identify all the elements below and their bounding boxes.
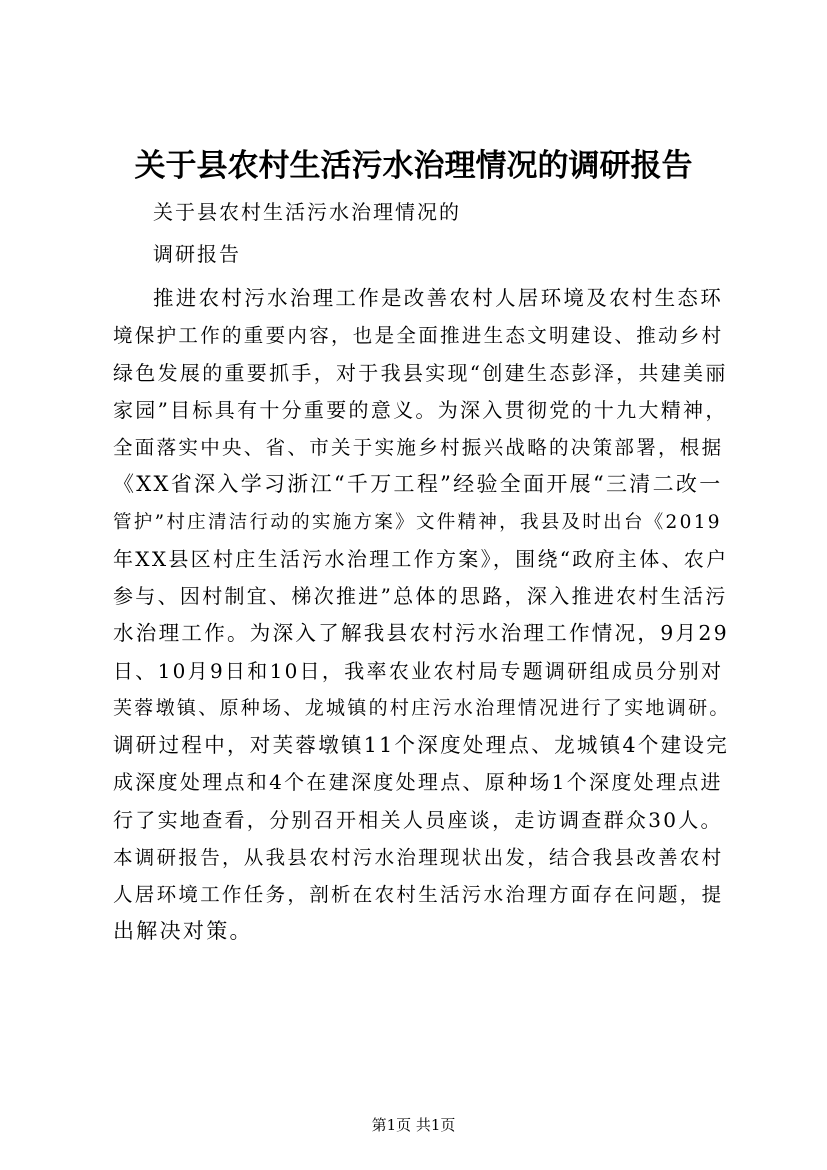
body-line: 绿色发展的重要抓手，对于我县实现“创建生态彭泽，共建美丽 (113, 360, 728, 385)
subtitle-line-1: 关于县农村生活污水治理情况的 (153, 200, 461, 224)
subtitle-line-2: 调研报告 (153, 242, 241, 266)
page-number-footer: 第1页 共1页 (371, 1116, 456, 1134)
body-line: 行了实地查看，分别召开相关人员座谈，走访调查群众30人。 (113, 807, 723, 832)
body-line: 出解决对策。 (113, 919, 253, 944)
body-line: 本调研报告，从我县农村污水治理现状出发，结合我县改善农村 (113, 845, 724, 869)
body-line: 参与、因村制宜、梯次推进”总体的思路，深入推进农村生活污 (113, 584, 728, 608)
body-line: 成深度处理点和4个在建深度处理点、原种场1个深度处理点进 (113, 770, 723, 795)
document-title: 关于县农村生活污水治理情况的调研报告 (134, 148, 693, 184)
body-line: 推进农村污水治理工作是改善农村人居环境及农村生态环 (153, 286, 723, 310)
body-line: 人居环境工作任务，剖析在农村生活污水治理方面存在问题，提 (113, 883, 724, 906)
body-line: 家园”目标具有十分重要的意义。为深入贯彻党的十九大精神， (113, 397, 728, 422)
body-line: 调研过程中，对芙蓉墩镇11个深度处理点、龙城镇4个建设完 (113, 733, 730, 757)
body-line: 境保护工作的重要内容，也是全面推进生态文明建设、推动乡村 (113, 324, 724, 348)
body-line: 《XX省深入学习浙江“千万工程”经验全面开展“三清二改一 (113, 472, 723, 497)
body-paragraph (113, 280, 733, 951)
body-line: 年XX县区村庄生活污水治理工作方案》，围绕“政府主体、农户 (113, 546, 729, 571)
body-line: 全面落实中央、省、市关于实施乡村振兴战略的决策部署，根据 (113, 436, 724, 459)
body-line: 水治理工作。为深入了解我县农村污水治理工作情况，9月29 (113, 621, 730, 646)
body-line: 芙蓉墩镇、原种场、龙城镇的村庄污水治理情况进行了实地调研。 (113, 696, 731, 719)
body-line: 日、10月9日和10日，我率农业农村局专题调研组成员分别对 (113, 658, 724, 683)
body-line: 管护”村庄清洁行动的实施方案》文件精神，我县及时出台《2019 (113, 511, 722, 533)
